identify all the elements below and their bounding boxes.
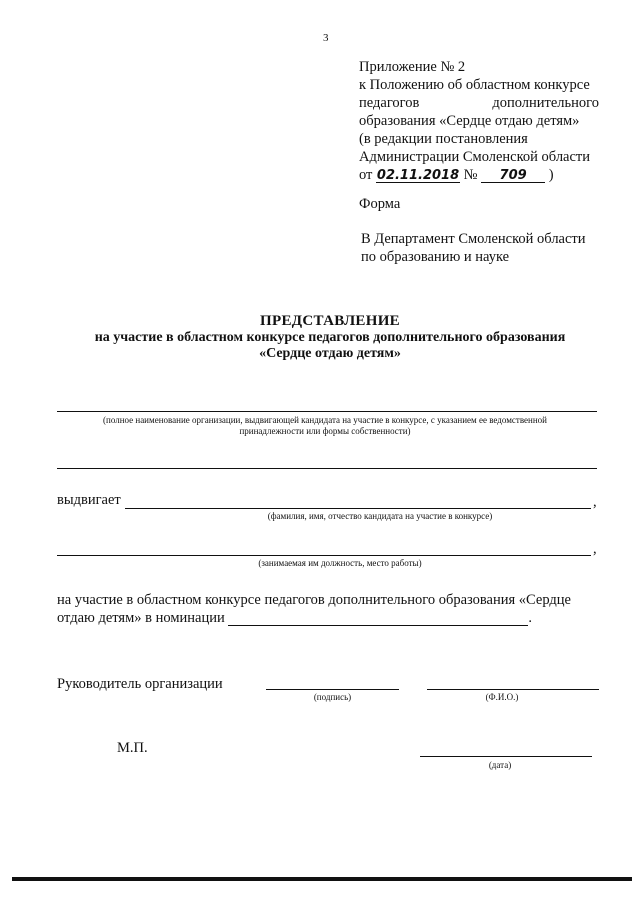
appendix-line-3-left: педагогов bbox=[359, 95, 420, 111]
handwritten-date: 02.11.2018 bbox=[376, 168, 460, 183]
scan-edge-bar bbox=[12, 877, 632, 881]
appendix-line-7 bbox=[359, 166, 599, 184]
nomination-field[interactable] bbox=[228, 612, 528, 626]
position-line[interactable] bbox=[57, 555, 591, 556]
appendix-line-6: Администрации Смоленской области bbox=[359, 149, 591, 165]
number-label: № bbox=[463, 167, 478, 183]
nominee-comma: , bbox=[593, 494, 597, 510]
title-main: ПРЕДСТАВЛЕНИЕ bbox=[260, 313, 400, 329]
appendix-line-3 bbox=[359, 94, 599, 112]
nominates-label: выдвигает bbox=[57, 492, 121, 508]
appendix-line-5: (в редакции постановления bbox=[359, 131, 528, 147]
org-name-line[interactable] bbox=[57, 411, 597, 412]
fio-caption: (Ф.И.О.) bbox=[485, 692, 519, 702]
date-caption: (дата) bbox=[488, 760, 512, 770]
participation-period: . bbox=[528, 610, 533, 626]
nominee-name-line[interactable] bbox=[125, 508, 591, 509]
participation-prefix: отдаю детям» в номинации bbox=[57, 610, 225, 626]
org-name-line-2[interactable] bbox=[57, 468, 597, 469]
date-prefix: от bbox=[359, 167, 373, 183]
addressee bbox=[361, 230, 586, 266]
addressee-line-1: В Департамент Смоленской области bbox=[361, 231, 586, 247]
addressee-line-2: по образованию и науке bbox=[361, 249, 510, 265]
participation-line-1: на участие в областном конкурсе педагогов дополнительного образования «Сердце bbox=[57, 592, 571, 608]
appendix-line-2: к Положению об областном конкурсе bbox=[359, 77, 590, 93]
appendix-header bbox=[359, 58, 599, 184]
title-subtitle: на участие в областном конкурсе педагогов дополнительного образования bbox=[94, 330, 566, 345]
page-number: 3 bbox=[323, 32, 329, 44]
org-caption bbox=[50, 415, 600, 437]
handwritten-number: 709 bbox=[481, 169, 545, 183]
fio-line[interactable] bbox=[427, 689, 599, 690]
org-caption-line-2: принадлежности или формы собственности) bbox=[239, 426, 411, 436]
document-title bbox=[40, 313, 620, 362]
nominee-caption: (фамилия, имя, отчество кандидата на участие в конкурсе) bbox=[267, 511, 493, 521]
form-label: Форма bbox=[359, 196, 401, 212]
signature-caption: (подпись) bbox=[313, 692, 352, 702]
signature-line[interactable] bbox=[266, 689, 399, 690]
participation-line-2 bbox=[57, 610, 532, 627]
appendix-line-3-right: дополнительного bbox=[492, 95, 599, 111]
head-label: Руководитель организации bbox=[57, 676, 223, 692]
org-caption-line-1: (полное наименование организации, выдвигающей кандидата на участие в конкурсе, с указанием ее ведомственной bbox=[103, 415, 547, 425]
appendix-line-1: Приложение № 2 bbox=[359, 59, 466, 75]
closing-paren: ) bbox=[548, 167, 554, 183]
appendix-line-4: образования «Сердце отдаю детям» bbox=[359, 113, 580, 129]
stamp-label: М.П. bbox=[117, 740, 148, 756]
position-comma: , bbox=[593, 541, 597, 557]
position-caption: (занимаемая им должность, место работы) bbox=[258, 558, 422, 568]
title-contest-name: «Сердце отдаю детям» bbox=[259, 346, 401, 361]
date-line[interactable] bbox=[420, 756, 592, 757]
